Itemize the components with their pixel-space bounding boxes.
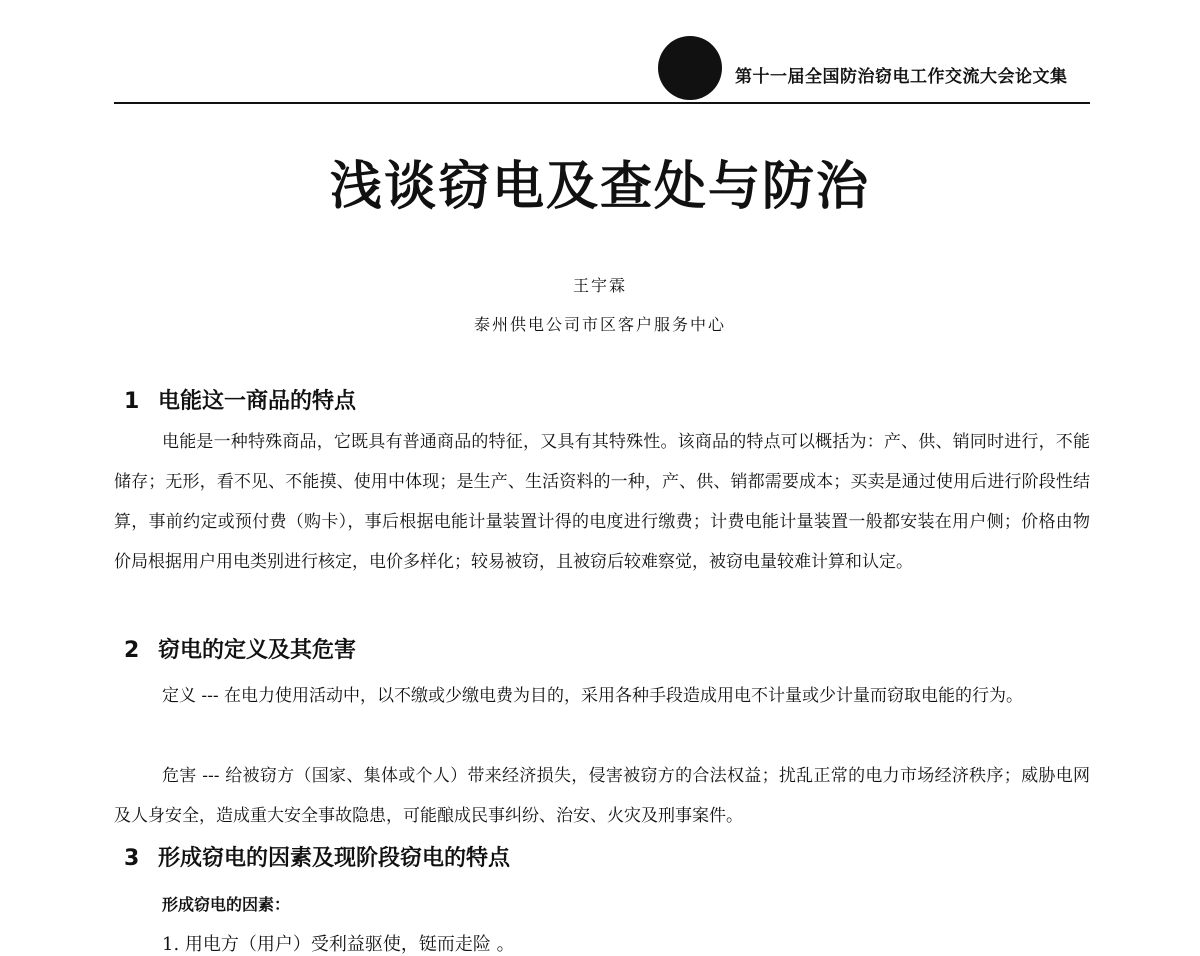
section-number: 1 xyxy=(124,389,140,414)
section-number: 3 xyxy=(124,846,140,871)
header-circle-logo xyxy=(658,36,722,100)
section-heading-3 xyxy=(124,841,510,872)
section-1-paragraph: 电能是一种特殊商品，它既具有普通商品的特征，又具有其特殊性。该商品的特点可以概括为：产、供、销同时进行，不能储存；无形，看不见、不能摸、使用中体现；是生产、生活资料的一种，产、供、销都需要成本；买卖是通过使用后进行阶段性结算，事前约定或预付费（购卡），事后根据电能计量装置计得的电度进行缴费；计费电能计量装置一般都安装在用户侧；价格由物价局根据用户用电类别进行核定，电价多样化；较易被窃，且被窃后较难察觉，被窃电量较难计算和认定。 xyxy=(114,432,1090,572)
section-heading-1 xyxy=(124,384,356,415)
header-rule xyxy=(114,102,1090,104)
section-title: 电能这一商品的特点 xyxy=(158,389,357,414)
section-heading-2 xyxy=(124,633,356,664)
section-title: 形成窃电的因素及现阶段窃电的特点 xyxy=(158,846,511,871)
section-number: 2 xyxy=(124,638,140,663)
author-affiliation: 泰州供电公司市区客户服务中心 xyxy=(473,315,726,334)
section-title: 窃电的定义及其危害 xyxy=(158,638,357,663)
list-item: 1. 用电方（用户）受利益驱使，铤而走险 。 xyxy=(162,934,515,955)
harm-paragraph: 危害 --- 给被窃方（国家、集体或个人）带来经济损失，侵害被窃方的合法权益；扰乱正常的电力市场经济秩序；威胁电网及人身安全，造成重大安全事故隐患，可能酿成民事纠纷、治安、火灾及刑事案件。 xyxy=(114,766,1090,826)
paper-title: 浅谈窃电及查处与防治 xyxy=(329,157,870,217)
running-header-title: 第十一届全国防治窃电工作交流大会论文集 xyxy=(735,67,1068,87)
definition-paragraph: 定义 --- 在电力使用活动中，以不缴或少缴电费为目的，采用各种手段造成用电不计量或少计量而窃取电能的行为。 xyxy=(162,686,1024,706)
author-name: 王宇霖 xyxy=(572,276,627,295)
subheading-factors: 形成窃电的因素： xyxy=(162,895,291,914)
